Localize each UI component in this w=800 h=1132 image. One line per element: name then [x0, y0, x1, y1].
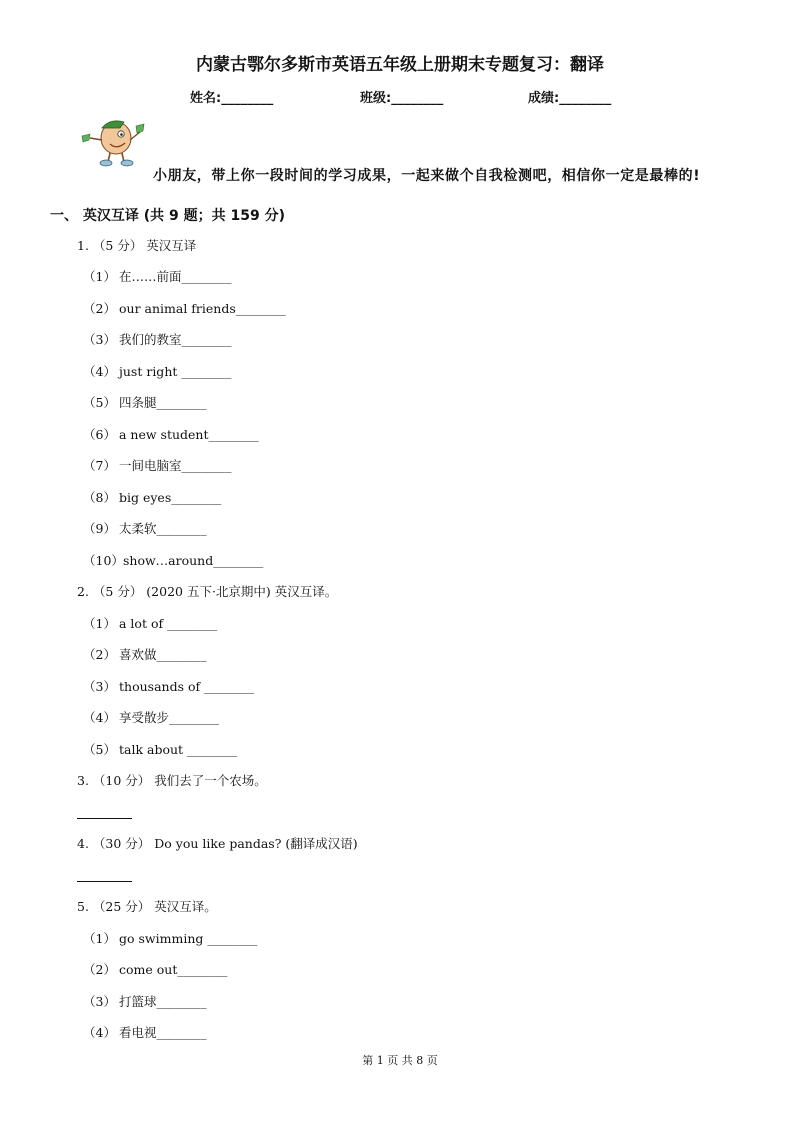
question-1-item: （9） 太柔软________	[83, 521, 207, 536]
question-2-item: （3） thousands of ________	[83, 679, 255, 694]
question-1-item: （5） 四条腿________	[83, 395, 207, 410]
question-1-item: （10） show…around________	[83, 553, 264, 568]
class-field-label: 班级:________	[360, 91, 444, 106]
question-5-item: （1） go swimming ________	[83, 931, 258, 946]
question-1-item: （4） just right ________	[83, 364, 232, 379]
question-1-item: （8） big eyes________	[83, 490, 222, 505]
question-1-item: （1） 在……前面________	[83, 269, 232, 284]
question-2-stem: 2. （5 分） (2020 五下·北京期中) 英汉互译。	[77, 584, 338, 599]
question-3-stem: 3. （10 分） 我们去了一个农场。	[77, 773, 267, 788]
question-5-item: （3） 打篮球________	[83, 994, 207, 1009]
question-2-item: （2） 喜欢做________	[83, 647, 207, 662]
score-field-label: 成绩:________	[528, 91, 612, 106]
question-1-item: （2） our animal friends________	[83, 301, 286, 316]
question-5-stem: 5. （25 分） 英汉互译。	[77, 899, 217, 914]
page-title: 内蒙古鄂尔多斯市英语五年级上册期末专题复习：翻译	[196, 55, 604, 75]
question-5-item: （4） 看电视________	[83, 1025, 207, 1040]
question-4-stem: 4. （30 分） Do you like pandas? (翻译成汉语)	[77, 836, 358, 851]
question-2-item: （5） talk about ________	[83, 742, 238, 757]
answer-line	[77, 818, 132, 819]
question-1-item: （7） 一间电脑室________	[83, 458, 232, 473]
question-2-item: （4） 享受散步________	[83, 710, 220, 725]
question-2-item: （1） a lot of ________	[83, 616, 218, 631]
section-heading: 一、 英汉互译 (共 9 题；共 159 分)	[50, 208, 286, 224]
question-1-item: （6） a new student________	[83, 427, 259, 442]
encouragement-text: 小朋友，带上你一段时间的学习成果，一起来做个自我检测吧，相信你一定是最棒的!	[153, 168, 701, 184]
mascot-illustration	[80, 116, 146, 168]
question-5-item: （2） come out________	[83, 962, 228, 977]
question-1-stem: 1. （5 分） 英汉互译	[77, 238, 197, 253]
name-field-label: 姓名:________	[190, 91, 274, 106]
question-1-item: （3） 我们的教室________	[83, 332, 232, 347]
page-number: 第 1 页 共 8 页	[362, 1054, 438, 1067]
answer-line	[77, 881, 132, 882]
